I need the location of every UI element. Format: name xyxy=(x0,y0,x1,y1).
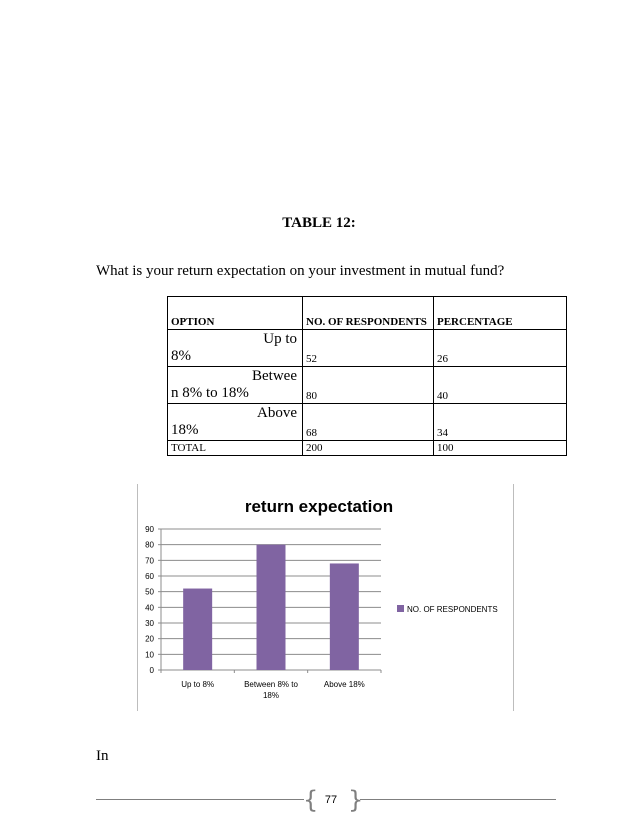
y-tick-label: 30 xyxy=(145,619,154,628)
bar-chart xyxy=(137,484,514,711)
right-bracket-icon: } xyxy=(348,786,364,814)
percentage-cell: 34 xyxy=(434,404,567,441)
percentage-cell: 26 xyxy=(434,330,567,367)
y-tick-label: 50 xyxy=(145,587,154,597)
legend-label: NO. OF RESPONDENTS xyxy=(407,605,498,614)
bar xyxy=(183,589,212,670)
percentage-cell: 40 xyxy=(434,367,567,404)
header-option: OPTION xyxy=(168,297,303,330)
y-tick-label: 10 xyxy=(145,650,154,660)
x-tick-label: Between 8% to xyxy=(244,680,298,689)
x-tick-label: 18% xyxy=(262,691,280,700)
total-label: TOTAL xyxy=(168,441,303,456)
option-label-bottom: n 8% to 18% xyxy=(171,385,249,401)
option-cell xyxy=(168,330,303,367)
option-cell xyxy=(168,367,303,404)
body-text: In xyxy=(96,748,109,764)
x-tick-label: Up to 8% xyxy=(181,680,215,689)
legend-swatch xyxy=(397,605,404,612)
y-tick-label: 80 xyxy=(145,540,154,550)
respondents-cell: 68 xyxy=(303,404,434,441)
table-row xyxy=(168,330,567,367)
chart-svg xyxy=(138,484,513,711)
table-row xyxy=(168,404,567,441)
y-tick-label: 70 xyxy=(145,556,154,566)
option-label-top: Up to xyxy=(263,331,297,347)
y-tick-label: 0 xyxy=(149,666,154,675)
y-tick-label: 40 xyxy=(145,603,154,613)
option-cell xyxy=(168,404,303,441)
bar xyxy=(257,545,286,670)
page-number: 77 xyxy=(324,794,338,806)
total-percentage: 100 xyxy=(434,441,567,456)
y-tick-label: 20 xyxy=(145,634,154,644)
table-total-row xyxy=(168,441,567,456)
table-row xyxy=(168,367,567,404)
x-tick-label: Above 18% xyxy=(323,680,365,689)
y-tick-label: 60 xyxy=(145,572,154,581)
data-table xyxy=(167,296,567,456)
y-tick-label: 90 xyxy=(145,525,154,534)
footer-rule-left xyxy=(96,799,304,800)
question-text: What is your return expectation on your investment in mutual fund? xyxy=(96,263,505,279)
option-label-top: Above xyxy=(257,405,297,421)
header-respondents: NO. OF RESPONDENTS xyxy=(303,297,434,330)
chart-title: return expectation xyxy=(244,497,394,516)
table-header-row xyxy=(168,297,567,330)
respondents-cell: 80 xyxy=(303,367,434,404)
option-label-top: Betwee xyxy=(252,368,297,384)
bar xyxy=(330,563,359,670)
respondents-cell: 52 xyxy=(303,330,434,367)
option-label-bottom: 8% xyxy=(171,348,191,364)
total-respondents: 200 xyxy=(303,441,434,456)
table-title: TABLE 12: xyxy=(282,215,356,231)
left-bracket-icon: { xyxy=(303,786,319,814)
option-label-bottom: 18% xyxy=(171,422,199,438)
footer-rule-right xyxy=(360,799,556,800)
header-percentage: PERCENTAGE xyxy=(434,297,567,330)
